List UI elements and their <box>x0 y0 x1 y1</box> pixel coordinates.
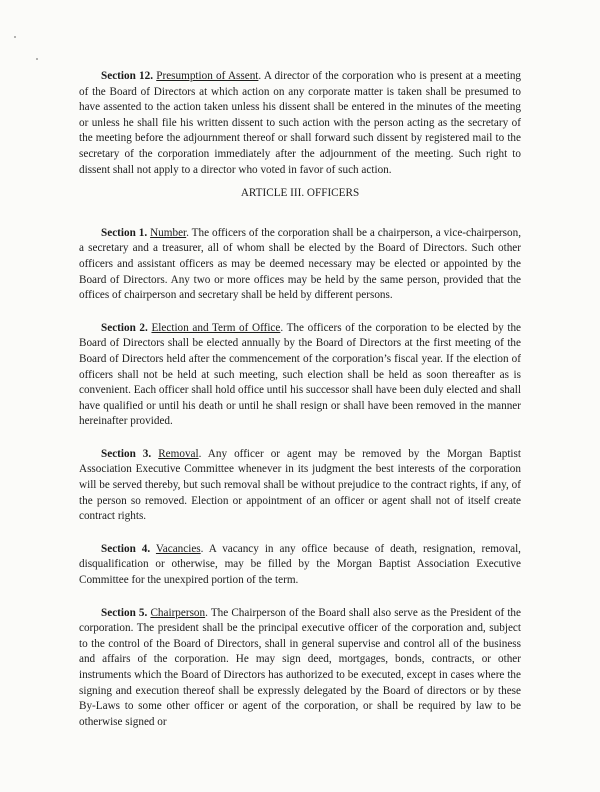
document-page <box>79 69 521 730</box>
section-paragraph <box>79 606 521 731</box>
section-number: Section 2. <box>101 321 148 334</box>
section-paragraph <box>79 321 521 430</box>
section-number: Section 12. <box>101 70 154 82</box>
section-title: Election and Term of Office <box>151 321 281 334</box>
section-number: Section 4. <box>101 542 151 555</box>
section-body: . The officers of the corporation to be elected by the Board of Directors shall be elected annually by the Board of Directors at the first meeting of the Board of Directors held after the commencement of the corporation’s fiscal year. If the election of officers shall not be held at such meeting, such election shall be held as soon thereafter as is convenient. Each officer shall hold office until his successor shall have been duly elected and shall have qualified or until his death or until he shall resign or shall have been removed in the manner hereinafter provided. <box>79 321 522 428</box>
scan-speck <box>14 36 16 38</box>
section-body: . The Chairperson of the Board shall also serve as the President of the corporation. The president shall be the principal executive officer of the corporation and, subject to the control of the Board of Directors, shall in general supervise and control all of the business and affairs of the corporation. He may sign deed, mortgages, bonds, contracts, or other instruments which the Board of Directors has authorized to be executed, except in cases where the signing and execution thereof shall be expressly delegated by the Board of directors or by these By-Laws to some other officer or agent of the corporation, or shall be required by law to be otherwise signed or <box>79 606 521 728</box>
section-number: Section 3. <box>101 447 152 460</box>
scan-speck <box>36 58 38 60</box>
section-number: Section 1. <box>101 226 148 239</box>
section-title: Number <box>150 226 187 239</box>
section-body: . A vacancy in any office because of death, resignation, removal, disqualification or otherwise, may be filled by the Morgan Baptist Association Executive Committee for the unexpired portion of the term. <box>79 542 521 587</box>
section-paragraph <box>79 447 521 525</box>
section-paragraph <box>79 542 521 589</box>
section-body: . Any officer or agent may be removed by the Morgan Baptist Association Executive Committee whenever in its judgment the best interests of the corporation will be served thereby, but such removal shall be without prejudice to the contract rights, if any, of the person so removed. Election or appointment of an officer or agent shall not of itself create contract rights. <box>79 447 521 523</box>
section-title: Presumption of Assent <box>156 70 259 82</box>
section-body: . The officers of the corporation shall be a chairperson, a vice-chairperson, a secretary and a treasurer, all of whom shall be elected by the Board of Directors. Such other officers and assistant officers as may be deemed necessary may be elected or appointed by the Board of Directors. Any two or more offices may be held by the same person, provided that the offices of chairperson and secretary shall be held by different persons. <box>79 226 521 302</box>
section-number: Section 5. <box>101 606 148 619</box>
section-title: Chairperson <box>150 606 206 619</box>
section-paragraph <box>79 69 521 178</box>
article-heading: ARTICLE III. OFFICERS <box>240 187 360 200</box>
section-title: Vacancies <box>155 542 201 555</box>
section-title: Removal <box>158 447 199 460</box>
section-body: . A director of the corporation who is present at a meeting of the Board of Directors at which action on any corporate matter is taken shall be presumed to have assented to the action taken unless his dissent shall be entered in the minutes of the meeting or unless he shall file his written dissent to such action with the person acting as the secretary of the meeting before the adjournment thereof or shall forward such dissent by registered mail to the secretary of the corporation immediately after the adjournment of the meeting. Such right to dissent shall not apply to a director who voted in favor of such action. <box>79 70 522 176</box>
section-paragraph <box>79 226 521 304</box>
